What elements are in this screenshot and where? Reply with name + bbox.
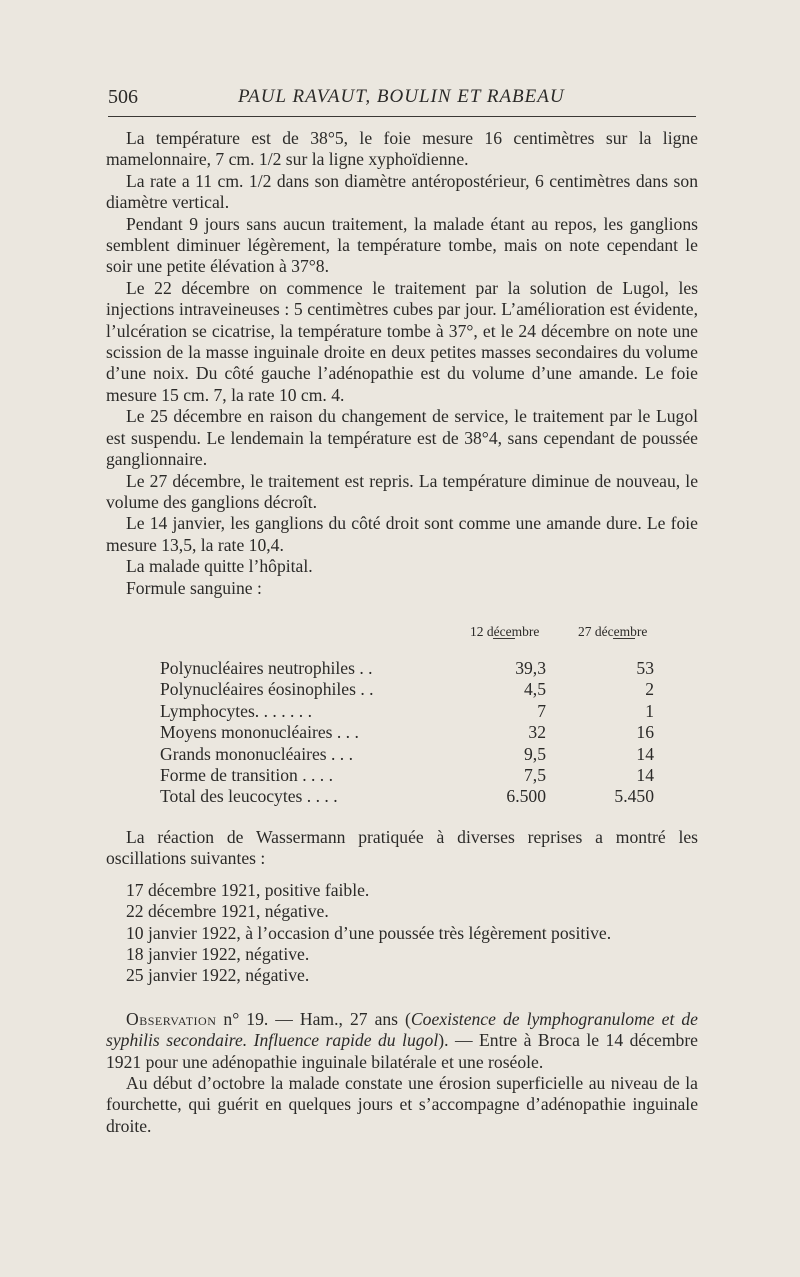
- column-header-12-dec: 12 décembre: [470, 624, 540, 639]
- table-row: [106, 786, 698, 807]
- row-value-27-dec: 14: [636, 743, 654, 764]
- row-value-12-dec: 39,3: [515, 658, 546, 678]
- row-label: Total des leucocytes . . . .: [160, 786, 338, 807]
- paragraph: Le 22 décembre on commence le traitement par la solution de Lugol, les injections intraveineuses : 5 centimètres cubes par jour. L’amélioration est évidente, l’ulcération se cicatrise, la température tombe à 37°, et le 24 décembre on note une scission de la masse inguinale droite en deux petites masses secondaires du volume d’une noix. Du côté gauche l’adénopathie est du volume d’une amande. Le foie mesure 15 cm. 7, la rate 10 cm. 4.: [106, 277, 698, 405]
- row-value-27-dec: 5.450: [614, 786, 654, 807]
- row-value-27-dec: 16: [636, 722, 654, 743]
- paragraph: Le 27 décembre, le traitement est repris. La température diminue de nouveau, le volume des ganglions décroît.: [106, 470, 698, 512]
- paragraph: Le 25 décembre en raison du changement de service, le traitement par le Lugol est suspendu. Le lendemain la température est de 38°4, sans cependant de poussée ganglionnaire.: [106, 406, 698, 470]
- row-value-12-dec: 4,5: [524, 679, 546, 700]
- table-row: [106, 765, 698, 786]
- row-value-12-dec: 9,5: [524, 743, 546, 764]
- body-text: [106, 128, 698, 599]
- row-value-27-dec: 1: [645, 700, 654, 721]
- list-item: 18 janvier 1922, négative.: [126, 944, 310, 965]
- header-rule: [108, 116, 696, 117]
- wassermann-intro: La réaction de Wassermann pratiquée à diverses reprises a montré les oscillations suivantes :: [106, 827, 698, 869]
- table-row: [106, 658, 698, 679]
- row-value-12-dec: 32: [528, 722, 546, 743]
- row-value-27-dec: 14: [636, 764, 654, 785]
- list-item: 10 janvier 1922, à l’occasion d’une poussée très légèrement positive.: [126, 922, 612, 943]
- list-item: 25 janvier 1922, négative.: [126, 965, 310, 986]
- list-item: 17 décembre 1921, positive faible.: [126, 879, 370, 900]
- column-header-27-dec: 27 décembre: [578, 624, 648, 639]
- row-label: Forme de transition . . . .: [160, 764, 333, 785]
- row-value-27-dec: 2: [645, 679, 654, 700]
- paragraph: La rate a 11 cm. 1/2 dans son diamètre antéropostérieur, 6 centimètres dans son diamètre vertical.: [106, 170, 698, 213]
- table-row: [106, 679, 698, 700]
- list-item: 22 décembre 1921, négative.: [126, 901, 329, 922]
- observation-title: Coexistence de lymphogranulome et de syphilis secondaire. Influence rapide du lugol: [106, 1008, 698, 1051]
- paragraph: Le 14 janvier, les ganglions du côté droit sont comme une amande dure. Le foie mesure 13,5, la rate 10,4.: [106, 513, 698, 555]
- observation-rest: ). — Entre à Broca le 14 décembre 1921 pour une adénopathie inguinale bilatérale et une roséole.: [106, 1030, 698, 1072]
- table-row: [106, 701, 698, 722]
- row-label: Moyens mononucléaires . . .: [160, 722, 359, 743]
- page-header: [108, 86, 698, 112]
- observation-number: n° 19.: [223, 1008, 269, 1029]
- row-label: Lymphocytes. . . . . . .: [160, 700, 312, 721]
- row-value-12-dec: 7,5: [524, 764, 546, 785]
- row-value-27-dec: 53: [636, 658, 654, 678]
- table-header: [106, 624, 698, 658]
- blood-formula-table: [106, 624, 698, 808]
- paragraph: Pendant 9 jours sans aucun traitement, la malade étant au repos, les ganglions semblent diminuer légèrement, la température tombe, mais on note cependant le soir une petite élévation à 37°8.: [106, 213, 698, 277]
- row-label: Polynucléaires éosinophiles . .: [160, 679, 374, 700]
- row-value-12-dec: 6.500: [506, 786, 546, 807]
- row-value-12-dec: 7: [537, 700, 546, 721]
- paragraph: Formule sanguine :: [126, 577, 262, 598]
- lower-text: [106, 827, 698, 1137]
- table-row: [106, 744, 698, 765]
- paragraph: La malade quitte l’hôpital.: [126, 556, 313, 577]
- header-dash: [493, 638, 515, 639]
- row-label: Grands mononucléaires . . .: [160, 743, 353, 764]
- page-number: 506: [108, 86, 138, 108]
- row-label: Polynucléaires neutrophiles . .: [160, 658, 373, 678]
- wassermann-results: [106, 880, 698, 987]
- observation-label: Observation: [126, 1008, 217, 1029]
- observation-intro: — Ham., 27 ans (: [268, 1008, 411, 1029]
- final-paragraph: Au début d’octobre la malade constate une érosion superficielle au niveau de la fourchette, qui guérit en quelques jours et s’accompagne d’adénopathie inguinale droite.: [106, 1073, 698, 1136]
- paragraph: La température est de 38°5, le foie mesure 16 centimètres sur la ligne mamelonnaire, 7 cm. 1/2 sur la ligne xyphoïdienne.: [106, 128, 698, 170]
- table-row: [106, 722, 698, 743]
- running-title: PAUL RAVAUT, BOULIN ET RABEAU: [238, 86, 565, 107]
- header-dash: [613, 638, 635, 639]
- observation-paragraph: [106, 1009, 698, 1073]
